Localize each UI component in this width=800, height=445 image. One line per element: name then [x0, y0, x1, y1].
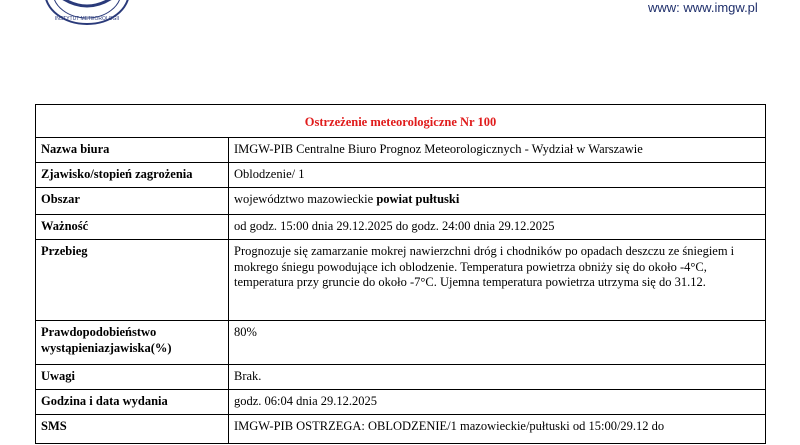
value-sms: IMGW-PIB OSTRZEGA: OBLODZENIE/1 mazowieckie/pułtuski od 15:00/29.12 do — [229, 415, 766, 444]
value-course: Prognozuje się zamarzanie mokrej nawierzchni dróg i chodników po opadach deszczu ze śniegiem i mokrego śniegu powodujące ich oblodzenie. Temperatura powietrza obniży się do około -4°C, temperatura przy gruncie do około -7°C. Ujemna temperatura powietrza utrzyma się do 31.12. — [229, 240, 766, 321]
row-phenomenon — [36, 163, 766, 188]
label-course: Przebieg — [36, 240, 229, 321]
value-phenomenon: Oblodzenie/ 1 — [229, 163, 766, 188]
row-remarks — [36, 365, 766, 390]
area-region: województwo mazowieckie — [234, 192, 377, 206]
row-sms — [36, 415, 766, 444]
value-area — [229, 188, 766, 215]
area-county: powiat pułtuski — [376, 192, 460, 206]
label-office: Nazwa biura — [36, 138, 229, 163]
row-probability — [36, 321, 766, 365]
row-course — [36, 240, 766, 321]
label-issued: Godzina i data wydania — [36, 390, 229, 415]
label-validity: Ważność — [36, 215, 229, 240]
value-remarks: Brak. — [229, 365, 766, 390]
label-phenomenon: Zjawisko/stopień zagrożenia — [36, 163, 229, 188]
row-area — [36, 188, 766, 215]
website-url[interactable]: www: www.imgw.pl — [648, 0, 758, 15]
label-probability: Prawdopodobieństwo wystąpieniazjawiska(%) — [36, 321, 229, 365]
value-office: IMGW-PIB Centralne Biuro Prognoz Meteorologicznych - Wydział w Warszawie — [229, 138, 766, 163]
label-sms: SMS — [36, 415, 229, 444]
row-issued — [36, 390, 766, 415]
label-remarks: Uwagi — [36, 365, 229, 390]
label-area: Obszar — [36, 188, 229, 215]
imgw-logo — [42, 0, 132, 26]
value-issued: godz. 06:04 dnia 29.12.2025 — [229, 390, 766, 415]
svg-text:INSTYTUT METEOROLOGII: INSTYTUT METEOROLOGII — [54, 16, 120, 22]
warning-table — [35, 104, 766, 444]
row-validity — [36, 215, 766, 240]
row-office — [36, 138, 766, 163]
value-validity: od godz. 15:00 dnia 29.12.2025 do godz. 24:00 dnia 29.12.2025 — [229, 215, 766, 240]
warning-title: Ostrzeżenie meteorologiczne Nr 100 — [36, 105, 766, 138]
value-probability: 80% — [229, 321, 766, 365]
